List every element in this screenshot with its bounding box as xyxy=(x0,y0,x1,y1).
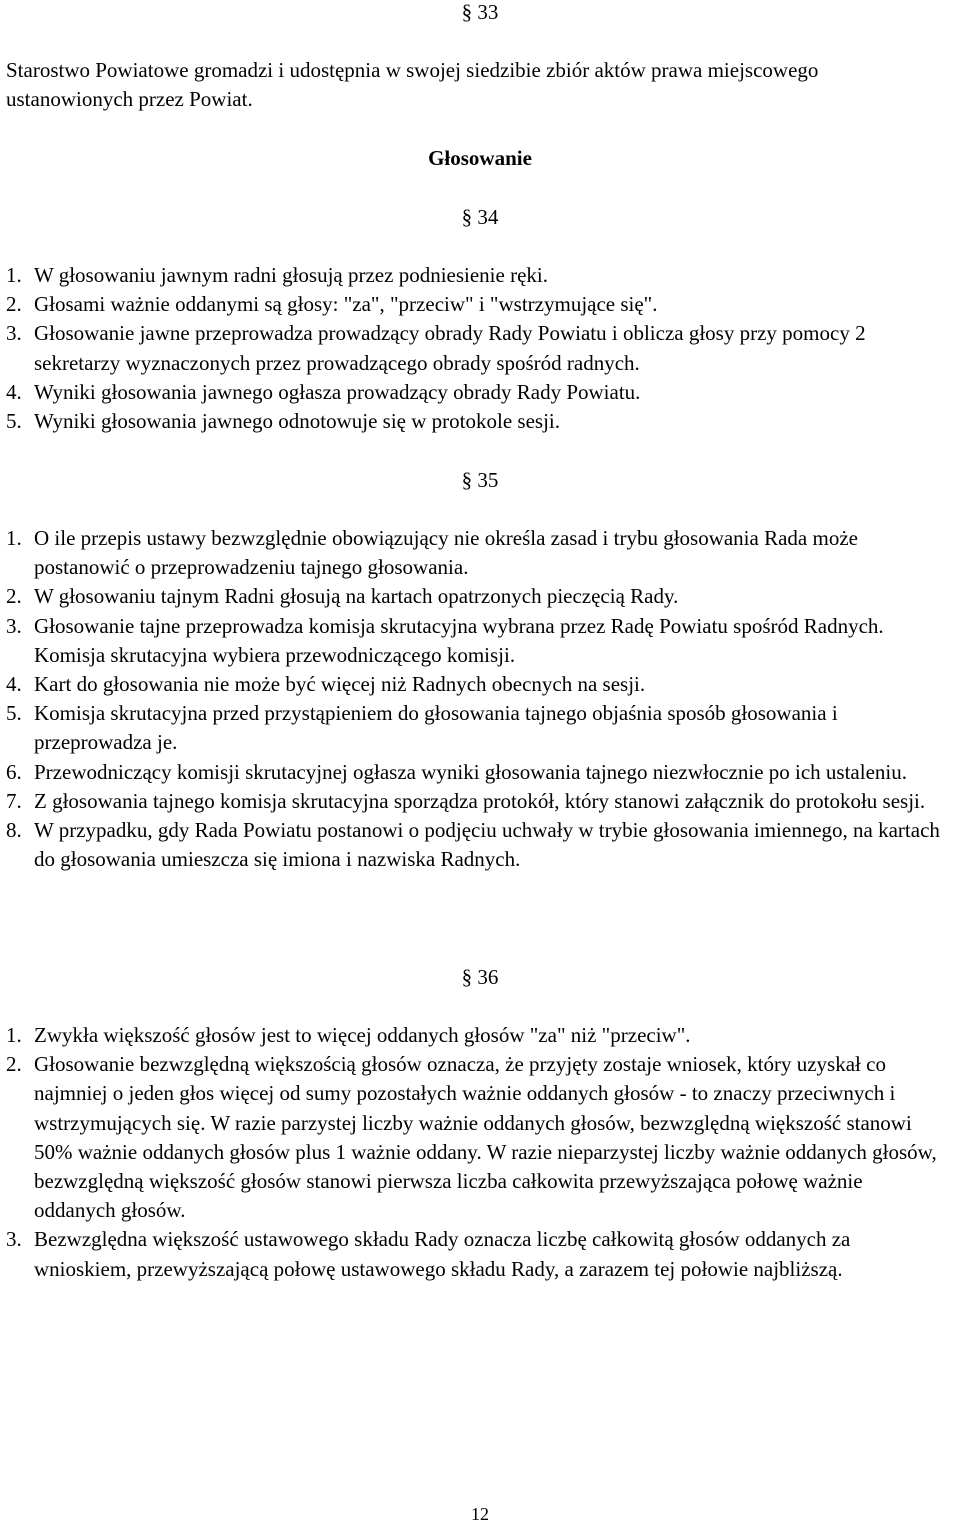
list-item: 3. Bezwzględna większość ustawowego składu Rady oznacza liczbę całkowitą głosów oddanych za wnioskiem, przewyższającą połowę ustawowego składu Rady, a zarazem tej połowie najbliższą. xyxy=(6,1227,851,1281)
section-33-heading: § 33 xyxy=(461,0,499,24)
chapter-title: Głosowanie xyxy=(428,146,532,170)
list-item: 7. Z głosowania tajnego komisja skrutacyjna sporządza protokół, który stanowi załącznik do protokołu sesji. xyxy=(6,788,926,813)
section-35-list xyxy=(6,524,946,874)
section-36-heading: § 36 xyxy=(461,965,499,989)
section-36-list xyxy=(6,1021,946,1284)
list-item: 6. Przewodniczący komisji skrutacyjnej ogłasza wyniki głosowania tajnego niezwłocznie po ich ustaleniu. xyxy=(6,759,907,784)
section-34-heading: § 34 xyxy=(461,205,499,229)
list-item: 4. Wyniki głosowania jawnego ogłasza prowadzący obrady Rady Powiatu. xyxy=(6,379,641,404)
list-item: 3. Głosowanie tajne przeprowadza komisja skrutacyjna wybrana przez Radę Powiatu spośród Radnych. Komisja skrutacyjna wybiera przewodniczącego komisji. xyxy=(6,613,884,667)
page-number: 12 xyxy=(471,1504,489,1524)
list-item: 5. Wyniki głosowania jawnego odnotowuje się w protokole sesji. xyxy=(6,409,560,434)
list-item: 5. Komisja skrutacyjna przed przystąpieniem do głosowania tajnego objaśnia sposób głosowania i przeprowadza je. xyxy=(6,701,838,755)
list-item: 2. Głosowanie bezwzględną większością głosów oznacza, że przyjęty zostaje wniosek, który uzyskał co najmniej o jeden głos więcej od sumy pozostałych ważnie oddanych głosów - to znaczy przeciwnych i wstrzymujących się. W razie parzystej liczby ważnie oddanych głosów, bezwzględną większość stanowi 50% ważnie oddanych głosów plus 1 ważnie oddany. W razie nieparzystej liczby ważnie oddanych głosów, bezwzględną większość głosów stanowi pierwsza liczba całkowita przewyższająca połowę ważnie oddanych głosów. xyxy=(6,1052,937,1223)
section-35-heading: § 35 xyxy=(461,468,499,492)
list-item: 1. Zwykła większość głosów jest to więcej oddanych głosów "za" niż "przeciw". xyxy=(6,1023,691,1047)
list-item: 4. Kart do głosowania nie może być więcej niż Radnych obecnych na sesji. xyxy=(6,672,646,697)
list-item: 8. W przypadku, gdy Rada Powiatu postanowi o podjęciu uchwały w trybie głosowania imiennego, na kartach do głosowania umieszcza się imiona i nazwiska Radnych. xyxy=(6,818,940,872)
list-item: 2. W głosowaniu tajnym Radni głosują na kartach opatrzonych pieczęcią Rady. xyxy=(6,584,679,609)
section-33-text: Starostwo Powiatowe gromadzi i udostępnia w swojej siedzibie zbiór aktów prawa miejscowego ustanowionych przez Powiat. xyxy=(6,58,819,112)
list-item: 3. Głosowanie jawne przeprowadza prowadzący obrady Rady Powiatu i oblicza głosy przy pomocy 2 sekretarzy wyznaczonych przez prowadzącego obrady spośród radnych. xyxy=(6,321,866,375)
list-item: 2. Głosami ważnie oddanymi są głosy: "za", "przeciw" i "wstrzymujące się". xyxy=(6,292,658,317)
list-item: 1. O ile przepis ustawy bezwzględnie obowiązujący nie określa zasad i trybu głosowania Rada może postanowić o przeprowadzeniu tajnego głosowania. xyxy=(6,526,858,580)
section-34-list xyxy=(6,261,946,436)
list-item: 1. W głosowaniu jawnym radni głosują przez podniesienie ręki. xyxy=(6,263,548,287)
